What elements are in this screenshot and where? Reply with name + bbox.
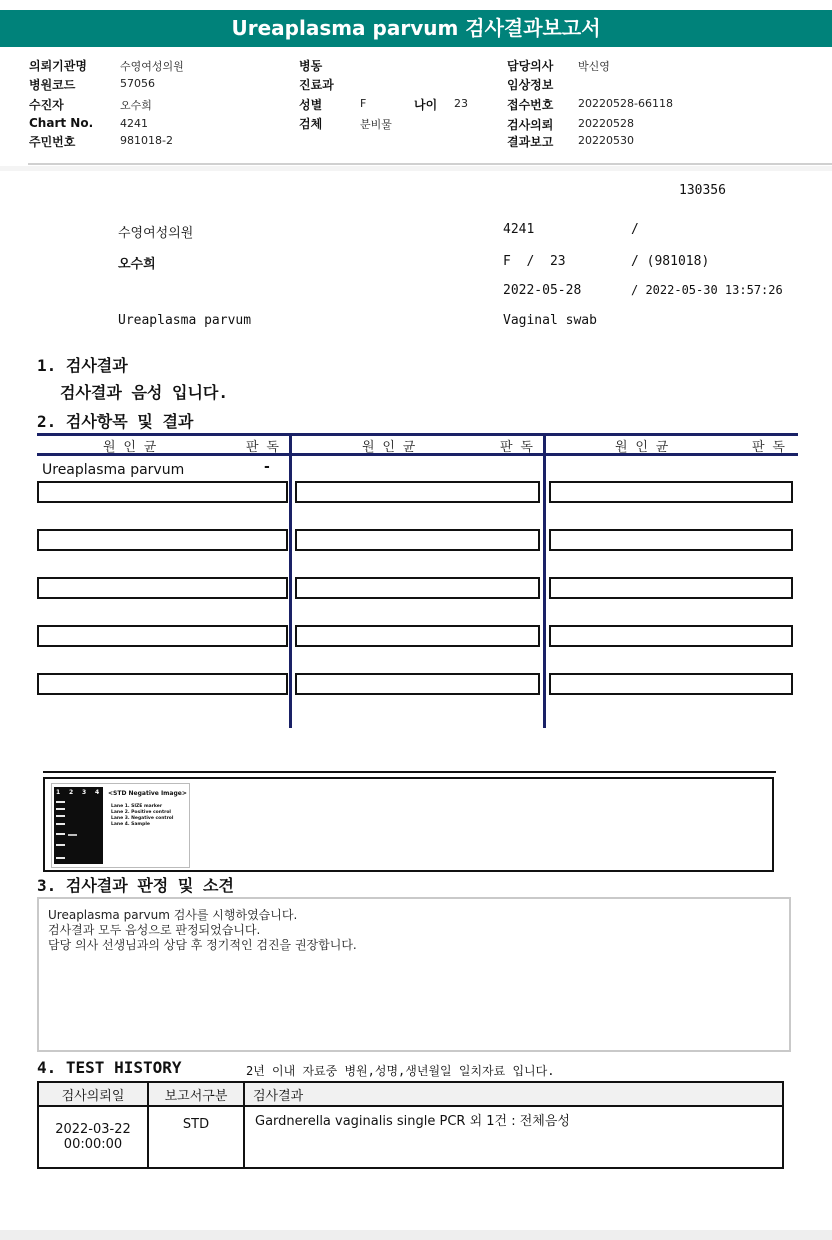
history-header-result: 검사결과 xyxy=(244,1082,783,1106)
gel-caption-line: Lane 1. SIZE marker xyxy=(111,804,163,809)
lane-label: 1 xyxy=(56,789,61,796)
label-department: 진료과 xyxy=(299,78,334,92)
section1-result: 검사결과 음성 입니다. xyxy=(60,383,229,402)
label-receipt-no: 접수번호 xyxy=(507,98,554,112)
summary-specimen: Vaginal swab xyxy=(503,313,597,328)
value-request-date: 20220528 xyxy=(578,117,634,130)
label-clinical-info: 임상정보 xyxy=(507,78,554,92)
header-shadow xyxy=(0,166,832,171)
label-request-date: 검사의뢰 xyxy=(507,118,554,132)
label-patient: 수진자 xyxy=(29,98,64,112)
section4-title: 4. TEST HISTORY xyxy=(37,1058,182,1077)
value-age: 23 xyxy=(454,97,468,110)
result-cell xyxy=(549,577,793,599)
gel-band xyxy=(56,823,65,825)
image-top-rule xyxy=(43,771,776,773)
lane-label: 2 xyxy=(69,789,74,796)
summary-test-name: Ureaplasma parvum xyxy=(118,313,252,328)
summary-birth: / (981018) xyxy=(631,254,710,269)
gel-band xyxy=(56,844,65,846)
summary-slash: / xyxy=(631,222,639,237)
lane-label: 4 xyxy=(95,789,100,796)
result-cell xyxy=(295,481,540,503)
result-cell xyxy=(549,481,793,503)
report-code: 130356 xyxy=(679,183,726,198)
report-title: Ureaplasma parvum 검사결과보고서 xyxy=(0,10,832,47)
label-ward: 병동 xyxy=(299,59,323,73)
gel-lanes-panel xyxy=(54,787,103,864)
gel-caption-line: Lane 2. Positive control xyxy=(111,810,171,815)
label-specimen: 검체 xyxy=(299,117,323,131)
result-cell xyxy=(37,529,288,551)
summary-sex-age: F / 23 xyxy=(503,254,566,269)
gel-caption-line: Lane 4. Sample xyxy=(111,822,150,827)
history-row xyxy=(38,1106,783,1168)
value-report-date: 20220530 xyxy=(578,134,634,147)
history-header-date: 검사의뢰일 xyxy=(38,1082,148,1106)
history-type: STD xyxy=(148,1106,244,1168)
value-doctor: 박신영 xyxy=(578,60,610,73)
history-time: 00:00:00 xyxy=(63,1137,123,1152)
col-head-pathogen-2: 원 인 균 xyxy=(362,440,416,455)
result-cell xyxy=(295,577,540,599)
value-sex: F xyxy=(360,97,367,110)
summary-chart: 4241 xyxy=(503,222,535,237)
result-cell xyxy=(295,625,540,647)
summary-received: 2022-05-28 xyxy=(503,283,582,298)
result-cell xyxy=(37,577,288,599)
section2-title: 2. 검사항목 및 결과 xyxy=(37,412,194,431)
result-cell xyxy=(37,673,288,695)
history-note: 2년 이내 자료중 병원,성명,생년월일 일치자료 입니다. xyxy=(246,1064,555,1078)
header-divider xyxy=(28,163,832,165)
opinion-line: 담당 의사 선생님과의 상담 후 정기적인 검진을 권장합니다. xyxy=(48,938,357,952)
col-head-judgement-1: 판 독 xyxy=(246,440,279,455)
gel-band xyxy=(56,815,65,817)
result-cell xyxy=(549,673,793,695)
label-sex: 성별 xyxy=(299,98,323,112)
gel-band xyxy=(68,834,77,836)
result-cell xyxy=(37,481,288,503)
value-resident-no: 981018-2 xyxy=(120,134,173,147)
gel-band xyxy=(56,801,65,803)
opinion-box xyxy=(37,897,791,1052)
history-cell-date xyxy=(38,1106,148,1168)
label-hospital-code: 병원코드 xyxy=(29,78,76,92)
col-head-judgement-2: 판 독 xyxy=(500,440,533,455)
label-institution: 의뢰기관명 xyxy=(29,59,87,73)
opinion-line: Ureaplasma parvum 검사를 시행하였습니다. xyxy=(48,908,298,922)
result-cell xyxy=(295,529,540,551)
lane-label: 3 xyxy=(82,789,87,796)
history-date: 2022-03-22 xyxy=(55,1122,131,1137)
result-pathogen-name: Ureaplasma parvum xyxy=(42,462,185,478)
history-header-type: 보고서구분 xyxy=(148,1082,244,1106)
gel-caption-title: <STD Negative Image> xyxy=(108,790,187,797)
table-col-divider-2 xyxy=(543,433,546,728)
history-result: Gardnerella vaginalis single PCR 외 1건 : 전체음성 xyxy=(244,1106,783,1168)
history-table xyxy=(37,1081,784,1169)
footer-bar xyxy=(0,1230,832,1240)
col-head-pathogen-1: 원 인 균 xyxy=(103,440,157,455)
label-chart-no: Chart No. xyxy=(29,116,94,130)
value-specimen: 분비물 xyxy=(360,118,392,131)
summary-clinic: 수영여성의원 xyxy=(118,226,194,241)
label-age: 나이 xyxy=(414,98,438,112)
table-col-divider-1 xyxy=(289,433,292,728)
result-cell xyxy=(549,529,793,551)
value-receipt-no: 20220528-66118 xyxy=(578,97,673,110)
col-head-judgement-3: 판 독 xyxy=(752,440,785,455)
value-institution: 수영여성의원 xyxy=(120,60,184,73)
gel-band xyxy=(56,808,65,810)
value-hospital-code: 57056 xyxy=(120,77,155,90)
result-cell xyxy=(549,625,793,647)
section1-title: 1. 검사결과 xyxy=(37,356,128,375)
value-chart-no: 4241 xyxy=(120,117,148,130)
gel-band xyxy=(56,857,65,859)
result-cell xyxy=(295,673,540,695)
section3-title: 3. 검사결과 판정 및 소견 xyxy=(37,876,234,895)
label-doctor: 담당의사 xyxy=(507,59,554,73)
label-resident-no: 주민번호 xyxy=(29,135,76,149)
col-head-pathogen-3: 원 인 균 xyxy=(615,440,669,455)
opinion-line: 검사결과 모두 음성으로 판정되었습니다. xyxy=(48,923,261,937)
result-judgement: - xyxy=(264,459,270,475)
gel-image xyxy=(51,783,190,868)
summary-patient: 오수희 xyxy=(118,257,156,272)
result-cell xyxy=(37,625,288,647)
value-patient: 오수희 xyxy=(120,99,152,112)
gel-caption-line: Lane 3. Negative control xyxy=(111,816,174,821)
gel-band xyxy=(56,833,65,835)
label-report-date: 결과보고 xyxy=(507,135,554,149)
summary-reported: / 2022-05-30 13:57:26 xyxy=(631,283,783,297)
